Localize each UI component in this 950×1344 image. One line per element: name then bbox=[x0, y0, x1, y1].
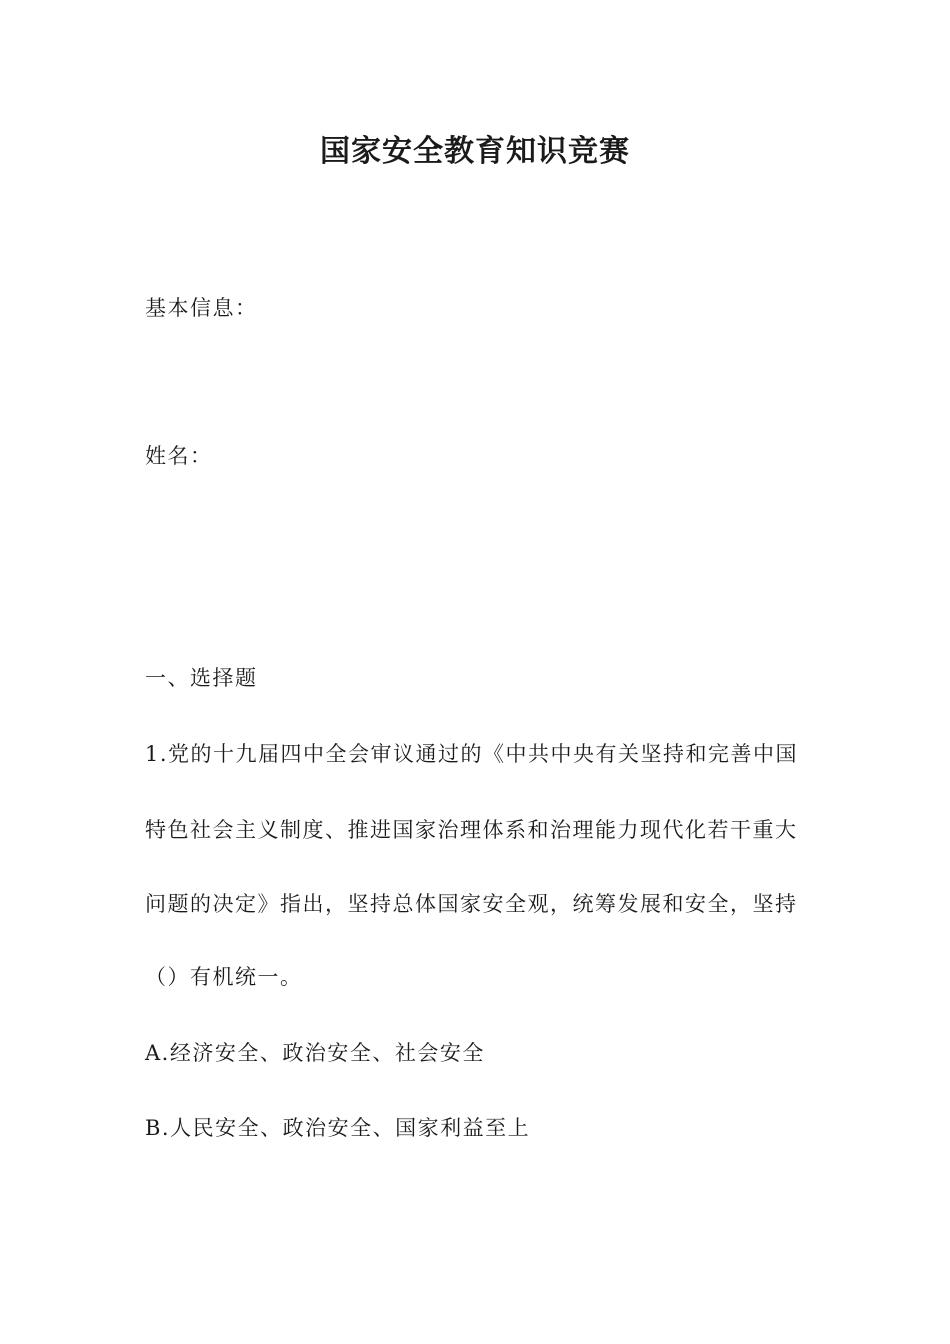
basic-info-label: 基本信息： bbox=[145, 296, 258, 320]
question-1-line-3: 问题的决定》指出，坚持总体国家安全观，统筹发展和安全，坚持 bbox=[145, 892, 798, 916]
name-label: 姓名： bbox=[145, 444, 213, 468]
section-heading: 一、选择题 bbox=[145, 666, 258, 690]
question-1-option-a: A.经济安全、政治安全、社会安全 bbox=[145, 1041, 485, 1065]
question-1-line-4: （）有机统一。 bbox=[145, 965, 303, 989]
document-title: 国家安全教育知识竞赛 bbox=[320, 134, 630, 169]
question-1-line-1: 1.党的十九届四中全会审议通过的《中共中央有关坚持和完善中国 bbox=[145, 742, 799, 766]
question-1-option-b: B.人民安全、政治安全、国家利益至上 bbox=[145, 1116, 531, 1140]
question-1-line-2: 特色社会主义制度、推进国家治理体系和治理能力现代化若干重大 bbox=[145, 818, 798, 842]
